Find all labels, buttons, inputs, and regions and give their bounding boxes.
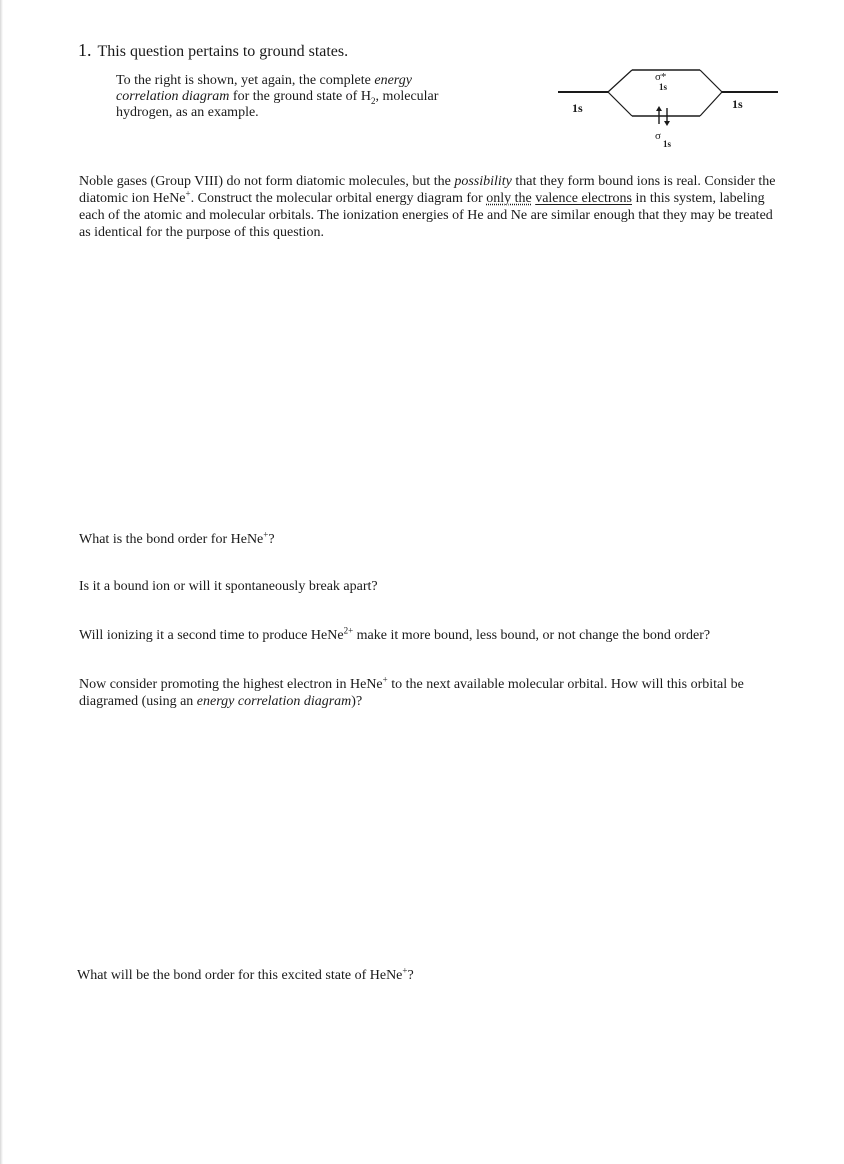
correlation-line-right-down <box>700 92 722 116</box>
para-sup: + <box>185 188 191 199</box>
para-italic: possibility <box>454 174 512 189</box>
energy-correlation-diagram <box>556 66 782 156</box>
page-edge <box>0 0 3 1164</box>
q4-end: )? <box>351 694 363 709</box>
question-heading <box>78 40 348 61</box>
q3-end: make it more bound, less bound, or not change the bond order? <box>353 628 711 643</box>
para-underline-1: only the <box>486 191 532 206</box>
intro-part3: for the ground state of H <box>229 89 371 104</box>
q2-text: Is it a bound ion or will it spontaneously break apart? <box>79 579 378 594</box>
problem-paragraph <box>79 173 779 241</box>
correlation-line-left-down <box>608 92 632 116</box>
q3-sup: 2+ <box>343 625 354 636</box>
q4-mid: to the next available molecular orbital. How will this orbital be diagramed (using an <box>79 677 744 709</box>
correlation-line-right-up <box>700 70 722 92</box>
correlation-line-left-up <box>608 70 632 92</box>
electron-up-arrow-icon <box>656 106 662 124</box>
q1-text: What is the bond order for HeNe <box>79 532 264 547</box>
antibonding-subscript: 1s <box>659 82 668 92</box>
q5-end: ? <box>407 968 414 983</box>
question-heading-text: This question pertains to ground states. <box>97 43 349 60</box>
q4-italic: energy correlation diagram <box>196 694 352 709</box>
right-atomic-label: 1s <box>732 97 743 111</box>
intro-subscript: 2 <box>370 95 376 106</box>
left-atomic-label: 1s <box>572 101 583 115</box>
q4-text: Now consider promoting the highest electron in HeNe <box>79 677 383 692</box>
q4-sup: + <box>382 674 388 685</box>
bonding-symbol: σ <box>655 130 661 142</box>
intro-text <box>116 73 476 121</box>
question-bond-order <box>79 531 799 548</box>
intro-italic: energy correlation diagram <box>116 73 412 104</box>
q1-sup: + <box>263 529 269 540</box>
question-number: 1. <box>78 40 92 60</box>
para-underline-2: valence electrons <box>535 191 632 206</box>
bonding-subscript: 1s <box>663 139 672 149</box>
intro-part4: , molecular hydrogen, as an example. <box>116 89 439 120</box>
electron-down-arrow-icon <box>664 108 670 126</box>
antibonding-symbol: σ* <box>655 71 667 83</box>
para-s3: in this system, labeling each of the atomic and molecular orbitals. The ionization energies of He and Ne are similar enough that they may be treated as identical for the purpose of this question. <box>79 191 773 240</box>
q3-text: Will ionizing it a second time to produce HeNe <box>79 628 344 643</box>
para-s1-end: that they form bound ions is real. Consider the diatomic ion HeNe <box>79 174 776 206</box>
para-s1: Noble gases (Group VIII) do not form diatomic molecules, but the <box>79 174 455 189</box>
question-excited-bond-order <box>77 967 797 984</box>
q5-text: What will be the bond order for this excited state of HeNe <box>77 968 403 983</box>
question-promotion <box>79 676 769 710</box>
para-s2: . Construct the molecular orbital energy diagram for <box>190 191 487 206</box>
question-bound-ion <box>79 578 799 595</box>
q1-end: ? <box>268 532 275 547</box>
question-second-ionization <box>79 627 799 644</box>
intro-part1: To the right is shown, yet again, the complete <box>116 73 375 88</box>
q5-sup: + <box>402 965 408 976</box>
